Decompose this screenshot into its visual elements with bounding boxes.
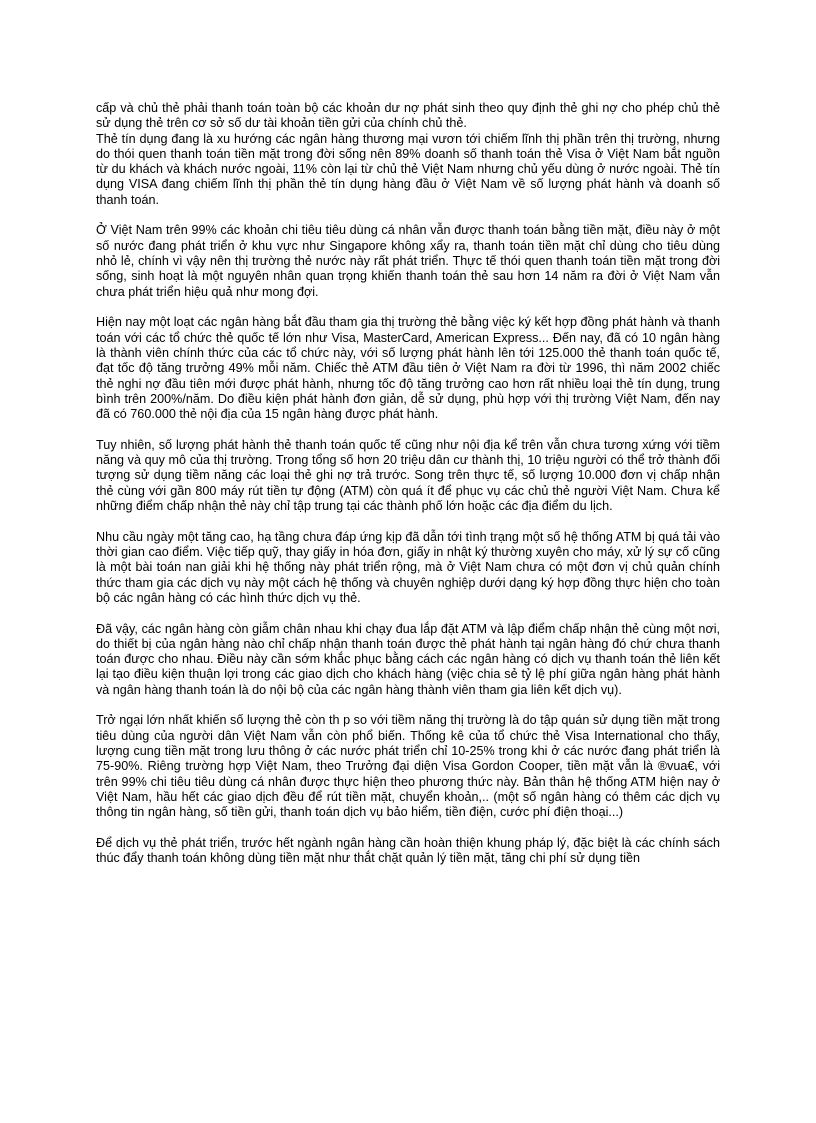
paragraph-7: Đã vậy, các ngân hàng còn giẫm chân nhau khi chạy đua lắp đặt ATM và lập điểm chấp nhận thẻ cùng một nơi, do thiết bị của ngân hàng nào chỉ chấp nhận thanh toán được thẻ phát hành tại ngân hàng đó chứ chưa thanh toán được cho nhau. Điều này cần sớm khắc phục bằng cách các ngân hàng có dịch vụ thanh toán thẻ liên kết lại tạo điều kiện thuận lợi trong các giao dịch cho khách hàng (việc chia sẻ tỷ lệ phí giữa ngân hàng phát hành và ngân hàng thanh toán là do nội bộ của các ngân hàng thành viên tham gia liên kết dịch vụ). [96,621,720,697]
paragraph-8: Trở ngại lớn nhất khiến số lượng thẻ còn th p so với tiềm năng thị trường là do tập quán sử dụng tiền mặt trong tiêu dùng của người dân Việt Nam vẫn còn phổ biến. Thống kê của tổ chức thẻ Visa International cho thấy, lượng cung tiền mặt trong lưu thông ở các nước phát triển chỉ 10-25% trong khi ở các nước đang phát triển là 75-90%. Riêng trường hợp Việt Nam, theo Trưởng đại diện Visa Gordon Cooper, tiền mặt vẫn là ®vua€, với trên 99% chi tiêu tiêu dùng cá nhân được thực hiện theo phương thức này. Bản thân hệ thống ATM hiện nay ở Việt Nam, hầu hết các giao dịch đều để rút tiền mặt, chuyển khoản,.. (một số ngân hàng có thêm các dịch vụ thông tin ngân hàng, số tiền gửi, thanh toán dịch vụ bảo hiểm, tiền điện, cước phí điện thoại...) [96,713,720,820]
paragraph-6: Nhu cầu ngày một tăng cao, hạ tầng chưa đáp ứng kịp đã dẫn tới tình trạng một số hệ thống ATM bị quá tải vào thời gian cao điểm. Việc tiếp quỹ, thay giấy in hóa đơn, giấy in nhật ký thường xuyên cho máy, xử lý sự cố cũng là một bài toán nan giải khi hệ thống này phát triển rộng, mà ở Việt Nam chưa có một đơn vị chủ quản chính thức tham gia các dịch vụ này một cách hệ thống và chuyên nghiệp dưới dạng ký hợp đồng thực hiện cho toàn bộ các ngân hàng có các hình thức dịch vụ thẻ. [96,529,720,605]
paragraph-3: Ở Việt Nam trên 99% các khoản chi tiêu tiêu dùng cá nhân vẫn được thanh toán bằng tiền mặt, điều này ở một số nước đang phát triển ở khu vực như Singapore không xẩy ra, thanh toán tiền mặt chỉ dùng cho tiêu dùng nhỏ lẻ, chính vì vậy nên thị trường thẻ nước này rất phát triển. Thực tế thói quen thanh toán tiền mặt trong đời sống, sinh hoạt là một nguyên nhân quan trọng khiến thanh toán thẻ sau hơn 14 năm ra đời ở Việt Nam vẫn chưa phát triển hiệu quả như mong đợi. [96,223,720,299]
document-page [96,101,720,866]
paragraph-5: Tuy nhiên, số lượng phát hành thẻ thanh toán quốc tế cũng như nội địa kể trên vẫn chưa tương xứng với tiềm năng và quy mô của thị trường. Trong tổng số hơn 20 triệu dân cư thành thị, 10 triệu người có thể trở thành đối tượng sử dụng tiềm năng các loại thẻ ghi nợ trả trước. Song trên thực tế, số lượng 10.000 đơn vị chấp nhận thẻ cùng với gần 800 máy rút tiền tự động (ATM) còn quá ít để phục vụ các chủ thẻ người Việt Nam. Chưa kể những điểm chấp nhận thẻ này chỉ tập trung tại các thành phố lớn hoặc các địa điểm du lịch. [96,437,720,513]
paragraph-gap [96,821,720,836]
paragraph-gap [96,422,720,437]
paragraph-9: Để dịch vụ thẻ phát triển, trước hết ngành ngân hàng cần hoàn thiện khung pháp lý, đặc biệt là các chính sách thúc đẩy thanh toán không dùng tiền mặt như thắt chặt quản lý tiền mặt, tăng chi phí sử dụng tiền [96,835,720,866]
paragraph-gap [96,208,720,223]
paragraph-4: Hiện nay một loạt các ngân hàng bắt đầu tham gia thị trường thẻ bằng việc ký kết hợp đồng phát hành và thanh toán với các tổ chức thẻ quốc tế lớn như Visa, MasterCard, American Express... Đến nay, đã có 10 ngân hàng là thành viên chính thức của các tổ chức này, với số lượng phát hành lên tới 125.000 thẻ thanh toán quốc tế, đạt tốc độ tăng trưởng 49% mỗi năm. Chiếc thẻ ATM đầu tiên ở Việt Nam ra đời từ 1996, thì năm 2002 chiếc thẻ nghi nợ đầu tiên mới được phát hành, nhưng tốc độ tăng trưởng cao hơn rất nhiều loại thẻ tín dụng, trung bình trên 200%/năm. Do điều kiện phát hành đơn giản, dễ sử dụng, phù hợp với thị trường Việt Nam, đến nay đã có 760.000 thẻ nội địa của 15 ngân hàng được phát hành. [96,315,720,422]
paragraph-1: cấp và chủ thẻ phải thanh toán toàn bộ các khoản dư nợ phát sinh theo quy định thẻ ghi nợ cho phép chủ thẻ sử dụng thẻ trên cơ sở số dư tài khoản tiền gửi của chính chủ thẻ. [96,101,720,131]
paragraph-gap [96,606,720,621]
paragraph-gap [96,514,720,529]
paragraph-gap [96,698,720,713]
paragraph-2: Thẻ tín dụng đang là xu hướng các ngân hàng thương mại vươn tới chiếm lĩnh thị phần trên thị trường, nhưng do thói quen thanh toán tiền mặt trong đời sống nên 89% doanh số thanh toán thẻ Visa ở Việt Nam bắt nguồn từ du khách và khách nước ngoài, 11% còn lại từ chủ thẻ Việt Nam nhưng chủ yếu dùng ở nước ngoài. Thẻ tín dụng VISA đang chiếm lĩnh thị phần thẻ tín dụng hàng đầu ở Việt Nam về số lượng phát hành và doanh số thanh toán. [96,131,720,207]
paragraph-gap [96,300,720,315]
